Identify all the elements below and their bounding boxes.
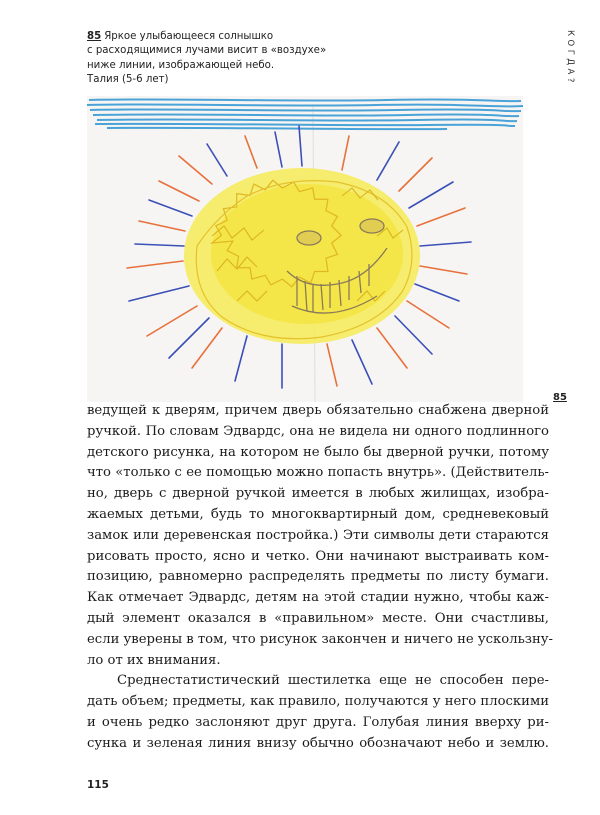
caption-line-3: ниже линии, изображающей небо. xyxy=(87,59,275,71)
sun-body xyxy=(184,168,420,344)
text-line: ручкой. По словам Эдвардс, она не видела ни одного подлинного xyxy=(87,423,549,439)
text-line: детского рисунка, на котором не было бы дверной ручки, потому xyxy=(87,444,549,460)
figure-caption xyxy=(87,30,377,88)
text-line: дать объем; предметы, как правило, получаются у него плоскими xyxy=(87,694,549,710)
figure-number: 85 xyxy=(553,392,567,403)
text-line: дый элемент оказался в «правильном» месте. Они счастливы, xyxy=(87,610,549,626)
text-line: рисовать просто, ясно и четко. Они начинают выстраивать ком- xyxy=(87,548,549,564)
text-line: жаемых детьми, будь то многоквартирный дом, средневековый xyxy=(87,506,549,522)
text-line: замок или деревенская постройка.) Эти символы дети стараются xyxy=(87,527,549,543)
text-line: ведущей к дверям, причем дверь обязательно снабжена дверной xyxy=(87,403,549,418)
text-line: если уверены в том, что рисунок закончен и ничего не ускользну- xyxy=(87,631,553,647)
body-text xyxy=(87,401,553,755)
text-line: что «только с ее помощью можно попасть внутрь». (Действитель- xyxy=(87,465,549,481)
caption-line-4: Талия (5-6 лет) xyxy=(87,74,169,86)
paragraph-1 xyxy=(87,401,553,671)
text-line: сунка и зеленая линия внизу обычно обозначают небо и землю. xyxy=(87,735,549,751)
text-line: и очень редко заслоняют друг друга. Голубая линия вверху ри- xyxy=(87,714,549,730)
caption-line-1: 85 Яркое улыбающееся солнышко xyxy=(87,31,274,42)
page-number: 115 xyxy=(87,779,109,791)
caption-number: 85 xyxy=(87,31,102,42)
text-line: Как отмечает Эдвардс, детям на этой стадии нужно, чтобы каж- xyxy=(87,590,549,606)
text-line: позицию, равномерно распределять предметы по листу бумаги. xyxy=(87,569,549,585)
text-line: ло от их внимания. xyxy=(87,652,221,668)
text-line: Среднестатистический шестилетка еще не способен пере- xyxy=(117,673,549,689)
children-drawing-sun xyxy=(87,96,523,402)
paragraph-2 xyxy=(87,671,549,754)
section-marker: КОГДА? xyxy=(565,30,575,86)
caption-line-2: с расходящимися лучами висит в «воздухе» xyxy=(87,45,327,57)
text-line: но, дверь с дверной ручкой имеется в любых жилищах, изобра- xyxy=(87,486,549,502)
